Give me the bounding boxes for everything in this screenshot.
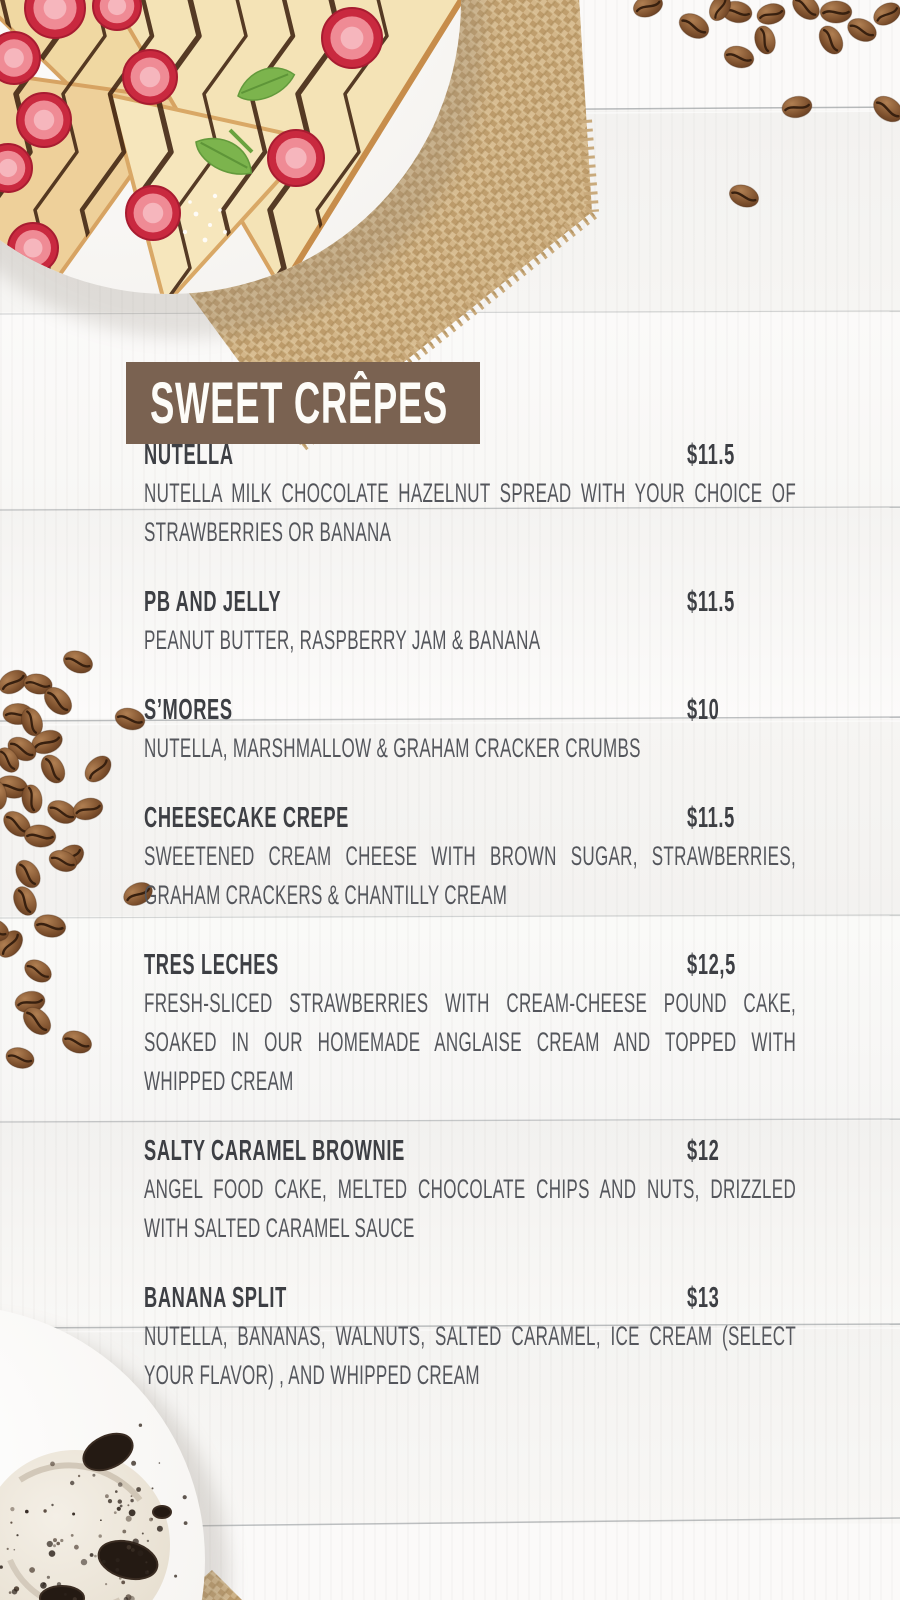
menu-item <box>144 585 796 660</box>
coffee-bean-icon <box>4 1045 37 1072</box>
oreo-crumb <box>115 1490 118 1493</box>
oreo-crumb <box>151 1518 153 1520</box>
menu-item <box>144 1134 796 1248</box>
oreo-crumb <box>10 1522 12 1524</box>
item-name: TRES LECHES <box>144 949 279 981</box>
oreo-crumb <box>174 1575 177 1578</box>
strawberry-core <box>285 147 306 168</box>
oreo-crumb <box>78 1475 80 1477</box>
item-description: ANGEL FOOD CAKE, MELTED CHOCOLATE CHIPS AND NUTS, DRIZZLED WITH SALTED CARAMEL SAUCE <box>144 1174 797 1243</box>
section-title: SWEET CRÊPES <box>150 370 448 436</box>
coffee-bean-icon <box>9 883 41 919</box>
oreo-crumb <box>120 1505 123 1508</box>
menu-list <box>144 438 796 1395</box>
item-price: $12,5 <box>687 949 736 981</box>
oreo-crumb <box>74 1545 79 1550</box>
oreo-crumb <box>126 1516 132 1522</box>
oreo-crumb <box>47 1541 53 1547</box>
oreo-crumb <box>50 1462 55 1467</box>
section-header <box>126 362 480 444</box>
oreo-crumb <box>122 1530 126 1534</box>
oreo-crumb <box>53 1544 56 1547</box>
oreo-crumb <box>56 1542 60 1546</box>
oreo-crumb <box>131 1495 133 1497</box>
strawberry-core <box>341 27 364 50</box>
oreo-crumb <box>7 1548 9 1550</box>
oreo-crumb <box>129 1509 136 1516</box>
oreo-crumb <box>147 1540 149 1542</box>
strawberry-core <box>4 48 24 68</box>
coffee-bean-icon <box>630 0 665 21</box>
oreo-crumb <box>10 1507 14 1511</box>
coffee-bean-icon <box>752 24 779 57</box>
coffee-bean-icon <box>722 43 756 71</box>
oreo-crumb <box>119 1577 122 1580</box>
item-description: NUTELLA MILK CHOCOLATE HAZELNUT SPREAD WITH YOUR CHOICE OF STRAWBERRIES OR BANANA <box>144 478 797 547</box>
oreo-crumb <box>127 1504 129 1506</box>
oreo-crumb <box>118 1482 123 1487</box>
oreo-crumb <box>29 1567 35 1573</box>
oreo-crumb <box>115 1568 119 1572</box>
oreo-crumb <box>92 1474 95 1477</box>
oreo-crumb <box>14 1549 16 1551</box>
oreo-crumb <box>40 1582 47 1589</box>
oreo-crumb <box>137 1550 143 1556</box>
coffee-bean-icon <box>870 0 900 30</box>
coffee-bean-icon <box>869 91 900 127</box>
oreo-crumb <box>94 1555 97 1558</box>
oreo-crumb <box>131 1461 136 1466</box>
item-description: SWEETENED CREAM CHEESE WITH BROWN SUGAR, STRAWBERRIES, GRAHAM CRACKERS & CHANTILLY CREAM <box>144 841 797 910</box>
oreo-crumb <box>70 1481 74 1485</box>
item-price: $10 <box>687 694 720 726</box>
oreo-crumb <box>102 1560 106 1564</box>
coffee-bean-icon <box>755 1 788 28</box>
item-description: NUTELLA, MARSHMALLOW & GRAHAM CRACKER CRUMBS <box>144 733 641 763</box>
oreo-crumb <box>9 1591 12 1594</box>
item-description: FRESH-SLICED STRAWBERRIES WITH CREAM-CHEESE POUND CAKE, SOAKED IN OUR HOMEMADE ANGLAISE CREAM AND TOPPED WITH WHIPPED CREAM <box>144 988 797 1096</box>
coffee-bean-icon <box>11 856 45 893</box>
oreo-crumb <box>105 1583 107 1585</box>
coffee-bean-icon <box>80 751 116 787</box>
oreo-crumb <box>133 1539 139 1545</box>
coffee-bean-icon <box>60 647 95 677</box>
oreo-crumb <box>49 1550 56 1557</box>
oreo-crumb <box>100 1519 102 1521</box>
coffee-bean-icon <box>726 181 761 211</box>
oreo-crumb <box>157 1526 163 1532</box>
oreo-crumb <box>53 1538 57 1542</box>
oreo-crumb <box>117 1507 121 1511</box>
item-description: PEANUT BUTTER, RASPBERRY JAM & BANANA <box>144 625 541 655</box>
strawberry-core <box>140 67 161 88</box>
oreo-crumb <box>51 1504 53 1506</box>
coffee-bean-icon <box>71 795 105 823</box>
oreo-crumb <box>130 1499 133 1502</box>
item-price: $11.5 <box>687 802 735 834</box>
menu-item <box>144 801 796 915</box>
coffee-bean-icon <box>36 751 69 787</box>
oreo-crumb <box>72 1513 75 1516</box>
item-price: $13 <box>687 1282 720 1314</box>
strawberry-core <box>24 239 43 258</box>
oreo-crumb <box>114 1511 117 1514</box>
oreo-crumb <box>90 1553 94 1557</box>
strawberry-core <box>143 203 164 224</box>
oreo-crumb <box>121 1581 125 1585</box>
coffee-bean-icon <box>33 912 68 939</box>
oreo-crumb <box>60 1539 63 1542</box>
menu-item <box>144 438 796 552</box>
oreo-crumb <box>159 1462 161 1464</box>
oreo-crumb <box>147 1570 149 1572</box>
coffee-bean-icon <box>59 1027 94 1057</box>
strawberry-core <box>34 110 55 131</box>
oreo-crumb <box>99 1534 102 1537</box>
oreo-crumb <box>57 1582 61 1586</box>
oreo-crumb <box>47 1576 50 1579</box>
oreo-crumb <box>131 1548 135 1552</box>
oreo-crumb <box>81 1559 87 1565</box>
coffee-bean-icon <box>814 22 847 58</box>
coffee-bean-icon <box>788 0 824 25</box>
oreo-crumb <box>183 1495 187 1499</box>
item-name: NUTELLA <box>144 439 234 471</box>
oreo-crumb <box>136 1487 141 1492</box>
oreo-crumb <box>71 1534 74 1537</box>
oreo-crumb <box>127 1545 132 1550</box>
oreo-crumb <box>108 1499 112 1503</box>
oreo-crumb <box>142 1533 144 1535</box>
oreo-crumb <box>184 1521 188 1525</box>
oreo-crumb <box>145 1561 147 1563</box>
coffee-bean-icon <box>780 94 813 120</box>
oreo-crumb <box>16 1534 18 1536</box>
oreo-crumb <box>152 1487 154 1489</box>
item-name: BANANA SPLIT <box>144 1282 287 1314</box>
menu-item <box>144 1281 796 1395</box>
item-price: $12 <box>687 1135 720 1167</box>
item-name: PB AND JELLY <box>144 586 282 618</box>
item-price: $11.5 <box>687 586 735 618</box>
oreo-crumb <box>116 1558 120 1562</box>
oreo-crumb <box>118 1499 122 1503</box>
oreo-crumb <box>139 1424 142 1427</box>
oreo-crumb <box>105 1494 109 1498</box>
oreo-crumb <box>25 1510 29 1514</box>
coffee-bean-icon <box>820 1 852 23</box>
item-description: NUTELLA, BANANAS, WALNUTS, SALTED CARAMEL, ICE CREAM (SELECT YOUR FLAVOR) , AND WHIPPED CREAM <box>144 1321 797 1390</box>
oreo-crumb <box>64 1593 67 1596</box>
item-name: S’MORES <box>144 694 233 726</box>
coffee-bean-icon <box>675 9 713 44</box>
coffee-bean-icon <box>21 955 56 987</box>
coffee-bean-icon <box>113 705 147 733</box>
oreo-crumb <box>43 1509 46 1512</box>
item-name: SALTY CARAMEL BROWNIE <box>144 1135 405 1167</box>
item-name: CHEESECAKE CREPE <box>144 802 350 834</box>
oreo-crumb <box>12 1589 18 1595</box>
item-price: $11.5 <box>687 439 735 471</box>
menu-item <box>144 693 796 768</box>
menu-item <box>144 948 796 1101</box>
